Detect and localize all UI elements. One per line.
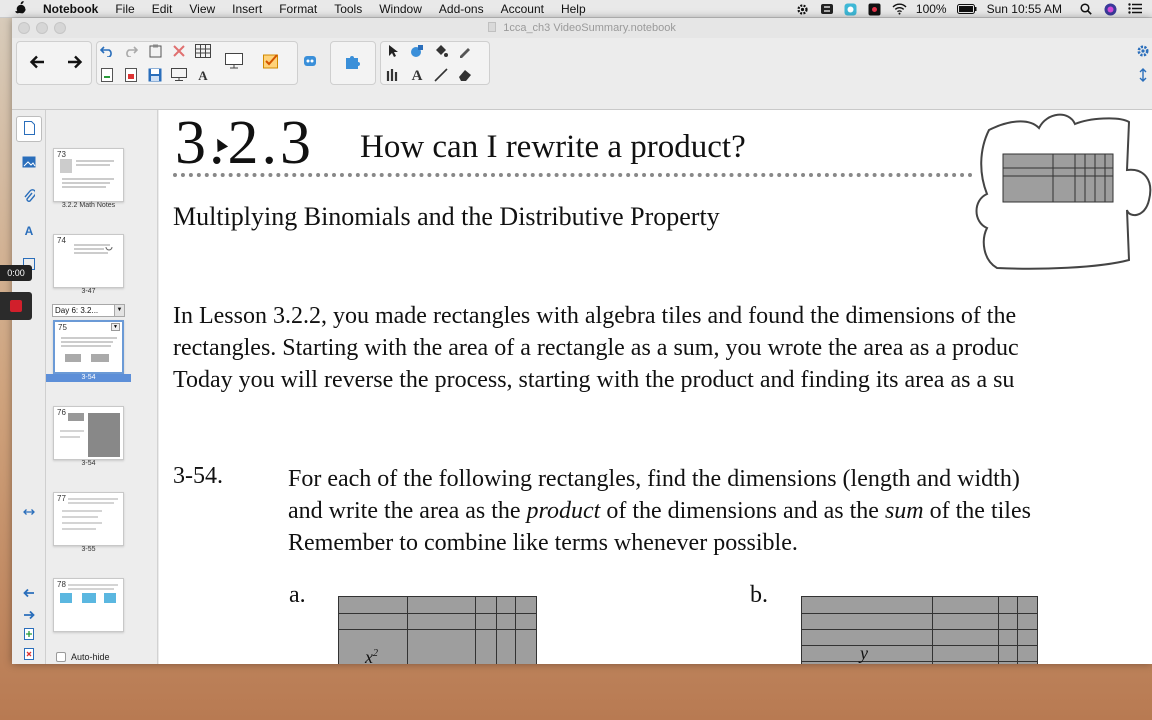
tile-edge xyxy=(515,597,516,664)
problem-emphasis-product: product xyxy=(526,498,601,524)
tile-edge xyxy=(339,613,536,614)
import-page-icon xyxy=(101,68,113,85)
properties-a-icon: A xyxy=(24,224,34,238)
tile-edge xyxy=(802,629,1037,630)
page-caption: 3-47 xyxy=(81,288,96,295)
delete-x-icon xyxy=(173,44,185,60)
horizontal-arrows-icon xyxy=(23,504,35,519)
menubar-clock[interactable]: Sun 10:55 AM xyxy=(986,2,1062,16)
recording-timer: 0:00 xyxy=(0,265,32,281)
page-number: 78 xyxy=(57,580,66,589)
paperclip-icon xyxy=(23,189,35,206)
page-canvas[interactable] xyxy=(159,110,1152,664)
menu-bar xyxy=(0,0,1152,18)
spotlight-search-icon[interactable] xyxy=(1080,3,1094,15)
menu-view[interactable]: View xyxy=(189,1,216,16)
page-number: 74 xyxy=(57,236,66,245)
page-number: 76 xyxy=(57,408,66,417)
page-thumbnail[interactable] xyxy=(53,234,124,288)
tab-attachments[interactable] xyxy=(16,184,42,210)
page-group-select[interactable] xyxy=(52,304,125,317)
puzzle-piece-graphic xyxy=(969,110,1152,275)
export-pdf-button[interactable] xyxy=(120,65,142,87)
screen-shade-button[interactable] xyxy=(168,65,190,87)
drive-sync-icon[interactable] xyxy=(820,3,834,15)
page-icon xyxy=(24,121,35,138)
page-thumbnail[interactable] xyxy=(53,148,124,202)
magic-pen-button[interactable] xyxy=(454,41,476,63)
page-thumbnail[interactable] xyxy=(53,578,124,632)
tile-edge xyxy=(802,645,1037,646)
tile-edge xyxy=(496,597,497,664)
previous-page-button[interactable] xyxy=(24,50,50,76)
document-icon xyxy=(488,22,496,32)
page-thumbnail-selected[interactable] xyxy=(53,320,124,374)
menu-insert[interactable]: Insert xyxy=(232,1,263,16)
gear-icon xyxy=(1136,44,1150,61)
delete-page-icon xyxy=(24,648,34,663)
page-group-label: Day 6: 3.2... xyxy=(55,306,99,315)
autohide-checkbox[interactable] xyxy=(56,652,66,662)
intro-line: Today you will reverse the process, starting with the product and finding its area as a su xyxy=(173,367,1015,393)
wifi-icon[interactable] xyxy=(892,3,906,15)
undo-icon xyxy=(100,44,114,60)
gallery-icon xyxy=(22,156,36,171)
expand-toolbar-button[interactable] xyxy=(1134,65,1152,87)
pens-icon xyxy=(386,68,400,85)
redo-button[interactable] xyxy=(120,41,142,63)
delete-page-button[interactable] xyxy=(16,642,42,664)
select-tool-button[interactable] xyxy=(382,41,404,63)
fill-tool-button[interactable] xyxy=(430,41,452,63)
insert-table-button[interactable] xyxy=(192,41,214,63)
page-caption-selected: 3-54 xyxy=(46,374,131,382)
page-caption: 3-55 xyxy=(81,546,96,553)
tile-edge xyxy=(407,597,408,664)
window-titlebar[interactable] xyxy=(12,18,1152,38)
menu-format[interactable]: Format xyxy=(279,1,318,16)
checkmark-response-icon xyxy=(263,53,281,72)
window-title: 1cca_ch3 VideoSummary.notebook xyxy=(503,22,676,34)
minimize-window-button[interactable] xyxy=(36,22,48,34)
lesson-subtitle: Multiplying Binomials and the Distributive Property xyxy=(173,202,720,231)
page-sorter xyxy=(46,110,158,664)
line-tool-button[interactable] xyxy=(430,65,452,87)
problem-emphasis-sum: sum xyxy=(884,498,924,524)
menu-addons[interactable]: Add-ons xyxy=(438,1,484,16)
response-button[interactable] xyxy=(258,48,286,76)
redo-icon xyxy=(124,44,138,60)
problem-text-segment: of the tiles xyxy=(923,498,1031,524)
problem-line-1: For each of the following rectangles, find the dimensions (length and width) xyxy=(288,466,1020,492)
problem-line-3: Remember to combine like terms whenever possible. xyxy=(288,530,798,556)
lab-activity-button[interactable] xyxy=(296,48,324,76)
lesson-number: 3.2.3 xyxy=(175,110,314,177)
undo-button[interactable] xyxy=(96,41,118,63)
table-icon xyxy=(195,44,211,61)
robot-icon xyxy=(301,53,319,72)
cursor-arrow-icon xyxy=(388,44,399,61)
display-button[interactable] xyxy=(220,48,248,76)
menu-edit[interactable]: Edit xyxy=(151,1,173,16)
battery-percent: 100% xyxy=(915,2,947,16)
stop-icon xyxy=(10,300,22,312)
addons-button[interactable] xyxy=(339,48,367,76)
tile-edge xyxy=(802,661,1037,662)
apple-menu-icon[interactable] xyxy=(15,1,29,17)
autohide-toggle[interactable] xyxy=(56,652,110,662)
font-a-icon: A xyxy=(198,68,208,83)
tile-label-x-squared xyxy=(365,647,378,664)
tab-page-sorter[interactable] xyxy=(16,116,42,142)
intro-line: rectangles. Starting with the area of a rectangle as a sum, you wrote the area as a produc xyxy=(173,335,1019,361)
puzzle-piece-icon xyxy=(344,53,362,72)
thumbnail-menu-icon[interactable]: ▼ xyxy=(111,323,120,331)
tile-edge xyxy=(802,613,1037,614)
eraser-button[interactable] xyxy=(454,65,476,87)
autohide-label: Auto-hide xyxy=(71,652,110,662)
part-a-label: a. xyxy=(289,582,306,608)
eraser-icon xyxy=(458,68,472,84)
algebra-tile-rectangle-b xyxy=(801,596,1038,664)
text-button[interactable] xyxy=(406,65,428,87)
problem-line-2 xyxy=(288,495,1152,527)
problem-text-segment: and write the area as the xyxy=(288,498,527,524)
pens-button[interactable] xyxy=(382,65,404,87)
tile-label-exponent: 2 xyxy=(373,648,378,659)
status-tray xyxy=(796,0,1152,18)
save-disk-icon xyxy=(148,68,162,85)
menu-tools[interactable]: Tools xyxy=(334,1,363,16)
arrow-right-small-icon xyxy=(23,608,35,623)
page-caption: 3-54 xyxy=(81,460,96,467)
page-caption: 3.2.2 Math Notes xyxy=(61,202,116,209)
problem-text xyxy=(288,463,1152,559)
add-page-icon xyxy=(24,628,34,643)
vertical-resize-icon xyxy=(1139,68,1147,85)
arrow-right-icon xyxy=(67,55,83,72)
tile-edge xyxy=(1017,597,1018,664)
problem-text-segment: of the dimensions and as the xyxy=(600,498,885,524)
text-a-icon: A xyxy=(411,67,423,84)
magic-pen-icon xyxy=(458,44,472,61)
intro-line: In Lesson 3.2.2, you made rectangles with algebra tiles and found the dimensions of the xyxy=(173,303,1017,329)
notification-center-icon[interactable] xyxy=(1128,3,1142,15)
battery-icon[interactable] xyxy=(957,3,971,15)
screen-recorder-icon[interactable] xyxy=(868,3,882,15)
line-icon xyxy=(434,68,448,85)
text-tool-button[interactable] xyxy=(192,65,214,87)
menu-window[interactable]: Window xyxy=(379,1,422,16)
import-button[interactable] xyxy=(96,65,118,87)
intro-paragraph xyxy=(173,300,1152,396)
tile-edge xyxy=(998,597,999,664)
zoom-window-button[interactable] xyxy=(54,22,66,34)
save-button[interactable] xyxy=(144,65,166,87)
side-tab-rail xyxy=(12,110,46,664)
notebook-window xyxy=(12,18,1152,664)
tile-edge xyxy=(932,597,933,664)
menu-account[interactable]: Account xyxy=(500,1,544,16)
menu-help[interactable]: Help xyxy=(560,1,586,16)
siri-icon[interactable] xyxy=(1104,3,1118,15)
algebra-tile-rectangle-a xyxy=(338,596,537,664)
delete-button[interactable] xyxy=(168,41,190,63)
page-number: 77 xyxy=(57,494,66,503)
clipboard-icon xyxy=(149,44,162,61)
properties-button[interactable] xyxy=(1134,41,1152,63)
problem-number: 3-54. xyxy=(173,463,223,489)
page-thumbnail[interactable] xyxy=(53,492,124,546)
chevron-down-icon: ▼ xyxy=(114,305,124,316)
tile-label-base: x xyxy=(365,647,373,664)
tile-edge xyxy=(339,629,536,630)
menu-app-name[interactable]: Notebook xyxy=(43,1,99,16)
tile-edge xyxy=(475,597,476,664)
paste-button[interactable] xyxy=(144,41,166,63)
browser-extension-icon[interactable] xyxy=(844,3,858,15)
screen-shade-icon xyxy=(171,68,187,84)
tile-label-y: y xyxy=(860,643,868,663)
tab-gallery[interactable] xyxy=(16,150,42,176)
lesson-title: How can I rewrite a product? xyxy=(360,129,746,165)
arrow-left-icon xyxy=(29,55,45,72)
part-b-label: b. xyxy=(750,582,768,608)
dotted-divider xyxy=(173,173,973,177)
shapes-icon xyxy=(410,44,424,61)
next-page-button[interactable] xyxy=(62,50,88,76)
page-number: 73 xyxy=(57,150,66,159)
arrow-left-small-icon xyxy=(23,586,35,601)
pdf-icon xyxy=(125,68,137,85)
paint-bucket-icon xyxy=(434,44,448,61)
toolbar xyxy=(12,38,1152,110)
page-number: 75 xyxy=(58,323,67,332)
page-thumbnail[interactable] xyxy=(53,406,124,460)
close-window-button[interactable] xyxy=(18,22,30,34)
monitor-icon xyxy=(225,53,243,72)
menu-file[interactable]: File xyxy=(115,1,135,16)
tab-properties[interactable] xyxy=(16,218,42,244)
record-stop-button[interactable] xyxy=(0,292,32,320)
shape-tool-button[interactable] xyxy=(406,41,428,63)
move-sidebar-button[interactable] xyxy=(16,498,42,524)
gear-status-icon[interactable] xyxy=(796,3,810,15)
